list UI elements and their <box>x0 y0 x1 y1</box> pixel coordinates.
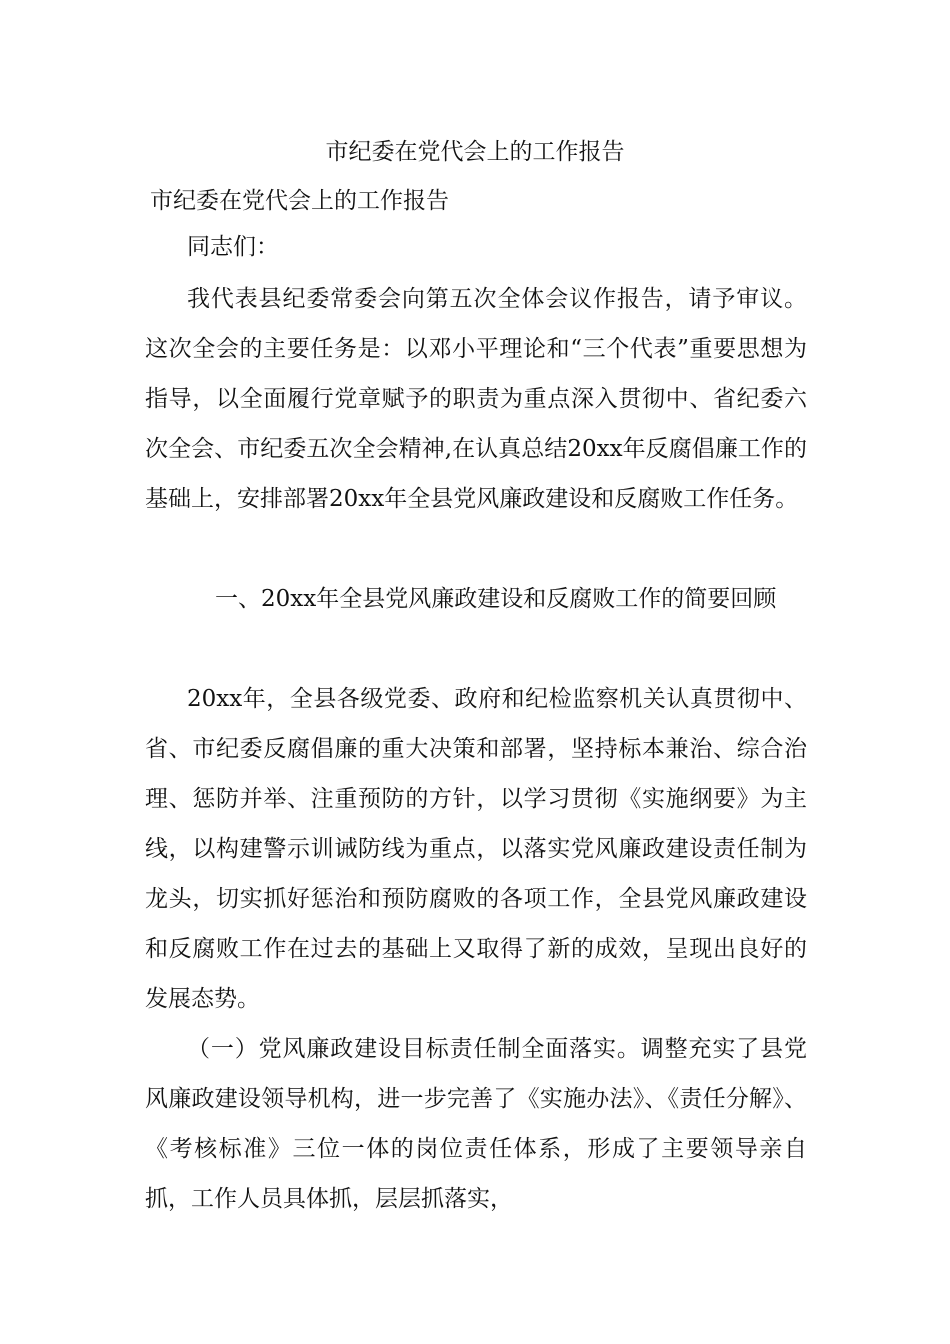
document-title: 市纪委在党代会上的工作报告 <box>325 139 625 165</box>
greeting: 同志们： <box>187 234 279 260</box>
paragraph-review: 20xx年，全县各级党委、政府和纪检监察机关认真贯彻中、省、市纪委反腐倡廉的重大决策和部署，坚持标本兼治、综合治理、惩防并举、注重预防的方针，以学习贯彻《实施纲要》为主线，以构建警示训诫防线为重点，以落实党风廉政建设责任制为龙头，切实抓好惩治和预防腐败的各项工作，全县党风廉政建设和反腐败工作在过去的基础上又取得了新的成效，呈现出良好的发展态势。 <box>145 686 807 1012</box>
paragraph-responsibility: （一）党风廉政建设目标责任制全面落实。调整充实了县党风廉政建设领导机构，进一步完善了《实施办法》、《责任分解》、《考核标准》三位一体的岗位责任体系，形成了主要领导亲自抓，工作人员具体抓，层层抓落实， <box>145 1036 807 1212</box>
section-heading: 一、20xx年全县党风廉政建设和反腐败工作的简要回顾 <box>215 586 777 612</box>
document-subtitle: 市纪委在党代会上的工作报告 <box>150 188 449 214</box>
paragraph-intro: 我代表县纪委常委会向第五次全体会议作报告，请予审议。这次全会的主要任务是：以邓小平理论和“三个代表”重要思想为指导，以全面履行党章赋予的职责为重点深入贯彻中、省纪委六次全会、市纪委五次全会精神,在认真总结20xx年反腐倡廉工作的基础上，安排部署20xx年全县党风廉政建设和反腐败工作任务。 <box>145 286 807 512</box>
